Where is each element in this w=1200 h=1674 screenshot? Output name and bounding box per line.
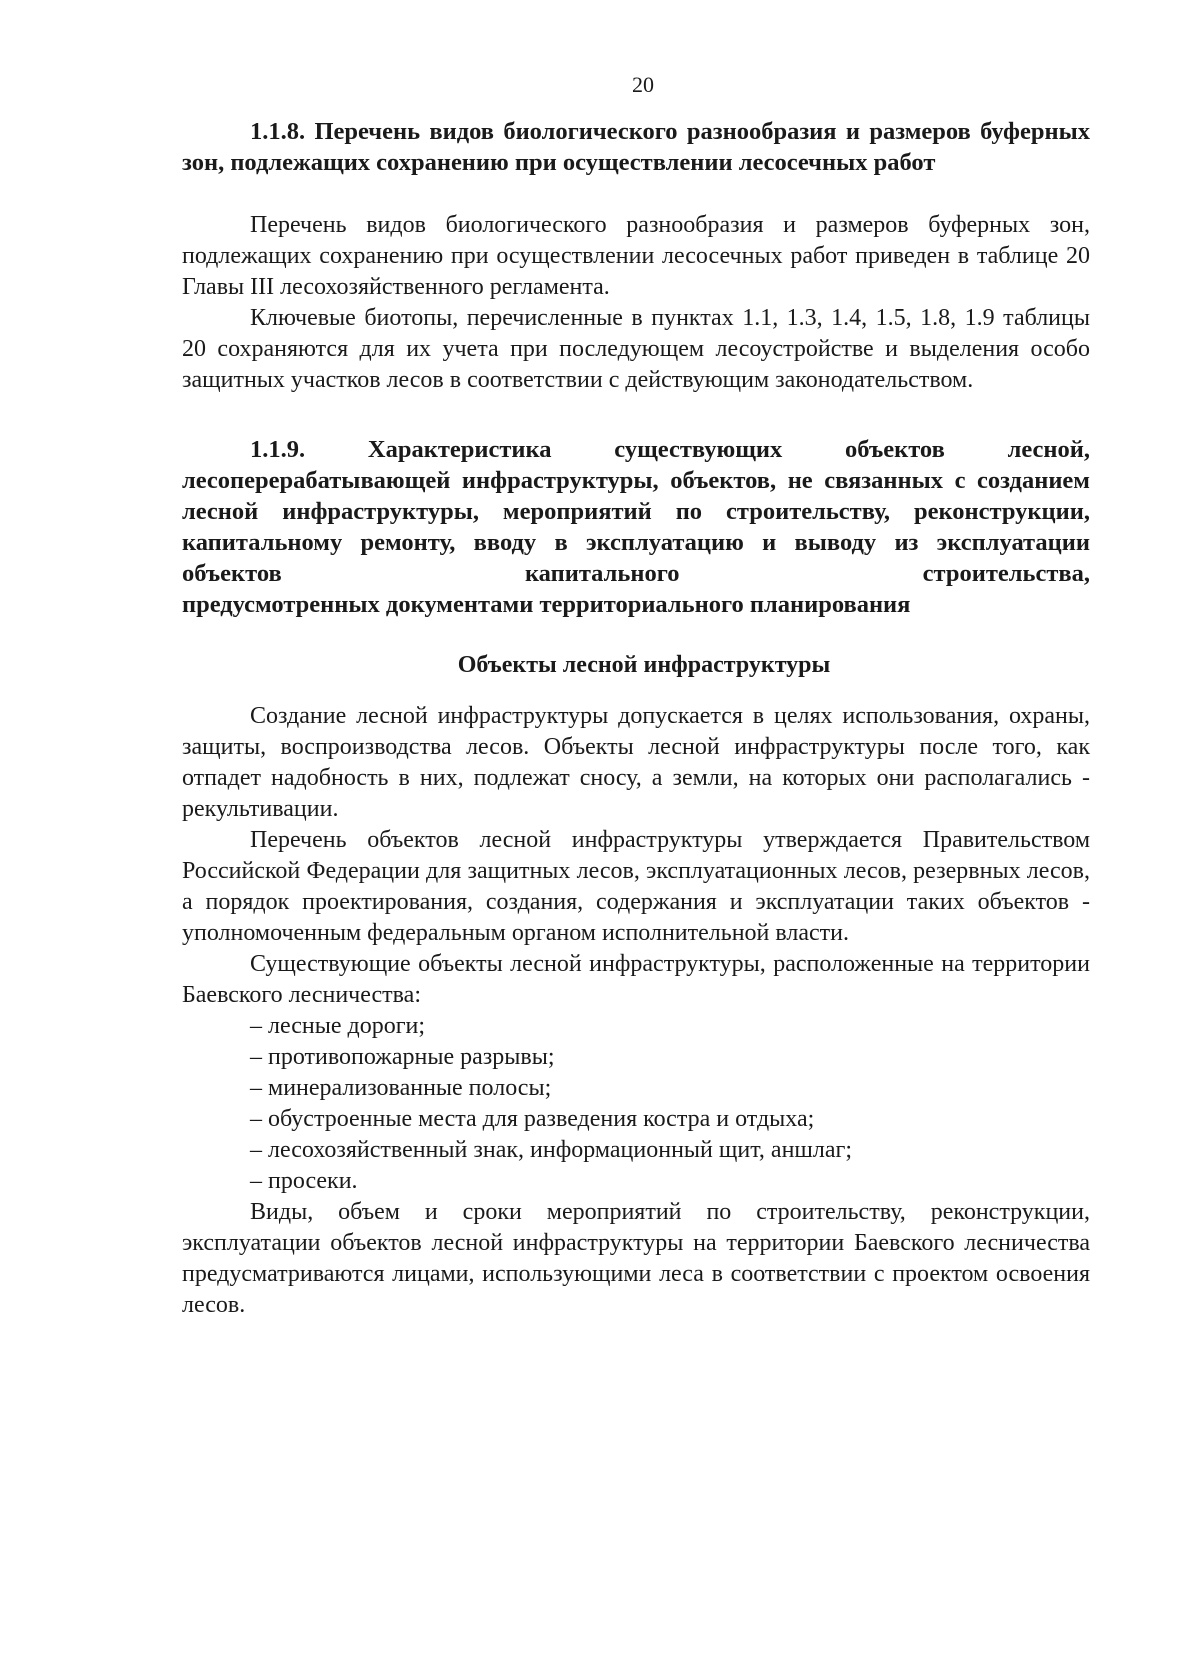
paragraph-key-biotopes: Ключевые биотопы, перечисленные в пунктах 1.1, 1.3, 1.4, 1.5, 1.8, 1.9 таблицы 20 сохраняются для их учета при последующем лесоустройстве и выделения особо защитных участков лесов в соответствии с действующим законодательством. (182, 305, 1090, 393)
list-item-text: лесохозяйственный знак, информационный щит, аншлаг; (268, 1137, 853, 1163)
dash-mark: – (250, 1168, 262, 1194)
section-heading-1-1-9-last: предусмотренных документами территориального планирования (182, 591, 911, 618)
infrastructure-objects-list (182, 1011, 1090, 1197)
paragraph-infrastructure-list-approval: Перечень объектов лесной инфраструктуры утверждается Правительством Российской Федерации для защитных лесов, эксплуатационных лесов, резервных лесов, а порядок проектирования, создания, содержания и эксплуатации таких объектов - уполномоченным федеральным органом исполнительной власти. (182, 827, 1090, 946)
dash-mark: – (250, 1106, 262, 1132)
paragraph-existing-objects: Существующие объекты лесной инфраструктуры, расположенные на территории Баевского лесничества: (182, 951, 1090, 1008)
dash-mark: – (250, 1137, 262, 1163)
dash-mark: – (250, 1013, 262, 1039)
list-item (250, 1104, 1090, 1135)
list-item-text: противопожарные разрывы; (268, 1044, 555, 1070)
dash-mark: – (250, 1075, 262, 1101)
dash-mark: – (250, 1044, 262, 1070)
list-item-text: лесные дороги; (268, 1013, 426, 1039)
subheading-forest-infrastructure: Объекты лесной инфраструктуры (457, 652, 831, 678)
document-page (182, 72, 1090, 1321)
list-item (250, 1011, 1090, 1042)
page-number: 20 (632, 72, 654, 97)
list-item (250, 1073, 1090, 1104)
list-item-text: минерализованные полосы; (268, 1075, 552, 1101)
list-item (250, 1042, 1090, 1073)
list-item (250, 1135, 1090, 1166)
paragraph-infrastructure-creation: Создание лесной инфраструктуры допускается в целях использования, охраны, защиты, воспроизводства лесов. Объекты лесной инфраструктуры после того, как отпадет надобность в них, подлежат сносу, а земли, на которых они располагались - рекультивации. (182, 703, 1090, 822)
section-heading-1-1-9-main: 1.1.9. Характеристика существующих объектов лесной, лесоперерабатывающей инфраструктуры, объектов, не связанных с созданием лесной инфраструктуры, мероприятий по строительству, реконструкции, капитальному ремонту, вводу в эксплуатацию и выводу из эксплуатации объектов капитального строительства, (182, 436, 1090, 587)
spacer (182, 396, 1090, 434)
list-item-text: просеки. (268, 1168, 358, 1194)
spacer (182, 178, 1090, 210)
section-heading-1-1-8: 1.1.8. Перечень видов биологического разнообразия и размеров буферных зон, подлежащих сохранению при осуществлении лесосечных работ (182, 118, 1090, 176)
section-heading-1-1-9 (182, 434, 1090, 620)
list-item-text: обустроенные места для разведения костра и отдыха; (268, 1106, 815, 1132)
list-item (250, 1166, 1090, 1197)
paragraph-closing: Виды, объем и сроки мероприятий по строительству, реконструкции, эксплуатации объектов лесной инфраструктуры на территории Баевского лесничества предусматриваются лицами, использующими леса в соответствии с проектом освоения лесов. (182, 1199, 1090, 1318)
paragraph-buffer-zones: Перечень видов биологического разнообразия и размеров буферных зон, подлежащих сохранению при осуществлении лесосечных работ приведен в таблице 20 Главы III лесохозяйственного регламента. (182, 212, 1090, 300)
